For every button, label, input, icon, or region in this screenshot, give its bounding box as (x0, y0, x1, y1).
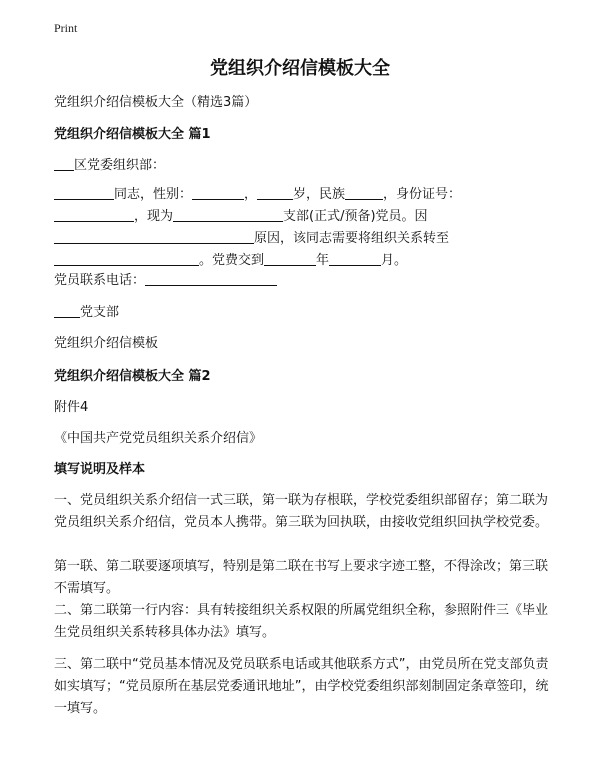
form-paragraph (54, 184, 554, 272)
branch-line (54, 302, 554, 324)
page-title: 党组织介绍信模板大全 (210, 58, 390, 79)
paragraph-1: 一、党员组织关系介绍信一式三联，第一联为存根联，学校党委组织部留存；第二联为党员组织关系介绍信，党员本人携带。第三联为回执联，由接收党组织回执学校党委。 (54, 493, 549, 530)
blank-month (329, 251, 381, 266)
label-sep: ， (244, 187, 258, 202)
label-year: 年 (316, 253, 330, 268)
district-line (54, 155, 554, 177)
label-branch: 支部(正式/预备)党员。因 (283, 209, 428, 224)
book-title: 《中国共产党党员组织关系介绍信》 (54, 431, 263, 446)
blank-reason (54, 229, 254, 244)
closing-line: 党组织介绍信模板 (54, 336, 159, 351)
branch-label: 党支部 (80, 305, 120, 320)
blank-destination (54, 251, 199, 266)
label-fee: 。党费交到 (199, 253, 265, 268)
label-reason: 原因，该同志需要将组织关系转至 (254, 231, 450, 246)
blank-ethnicity (345, 185, 383, 200)
blank-district (54, 156, 74, 171)
doc-subtitle: 党组织介绍信模板大全（精选3篇） (54, 95, 258, 110)
section1-heading: 党组织介绍信模板大全 篇1 (54, 127, 211, 142)
blank-id (54, 207, 134, 222)
district-text: 区党委组织部： (74, 158, 166, 173)
phone-line (54, 270, 554, 292)
phone-label: 党员联系电话： (54, 273, 146, 288)
blank-name (54, 185, 114, 200)
print-link[interactable]: Print (54, 21, 78, 35)
blank-gender (192, 185, 244, 200)
blank-branch (173, 207, 283, 222)
blank-phone (145, 271, 277, 286)
paragraph-3: 二、第二联第一行内容：具有转接组织关系权限的所属党组织全称，参照附件三《毕业生党员组织关系转移具体办法》填写。 (54, 603, 549, 640)
blank-branch-name (54, 303, 80, 318)
section2-heading: 党组织介绍信模板大全 篇2 (54, 369, 211, 384)
label-age: 岁，民族 (293, 187, 346, 202)
blank-year (264, 251, 316, 266)
label-id: ，身份证号： (383, 187, 462, 202)
paragraph-4: 三、第二联中“党员基本情况及党员联系电话或其他联系方式”，由党员所在党支部负责如实填写；“党员原所在基层党委通讯地址”，由学校党委组织部刻制固定条章签印，统一填写。 (54, 657, 549, 716)
paragraph-2: 第一联、第二联要逐项填写，特别是第二联在书写上要求字迹工整，不得涂改；第三联不需填写。 (54, 559, 549, 596)
form-line-4 (54, 250, 554, 272)
label-now: ，现为 (134, 209, 174, 224)
form-line-3 (54, 228, 554, 250)
label-comrade: 同志，性别： (114, 187, 193, 202)
blank-age (257, 185, 293, 200)
form-line-2 (54, 206, 554, 228)
attachment-label: 附件4 (54, 400, 89, 415)
instructions-heading: 填写说明及样本 (54, 462, 146, 477)
form-line-1 (54, 184, 554, 206)
label-month: 月。 (381, 253, 408, 268)
